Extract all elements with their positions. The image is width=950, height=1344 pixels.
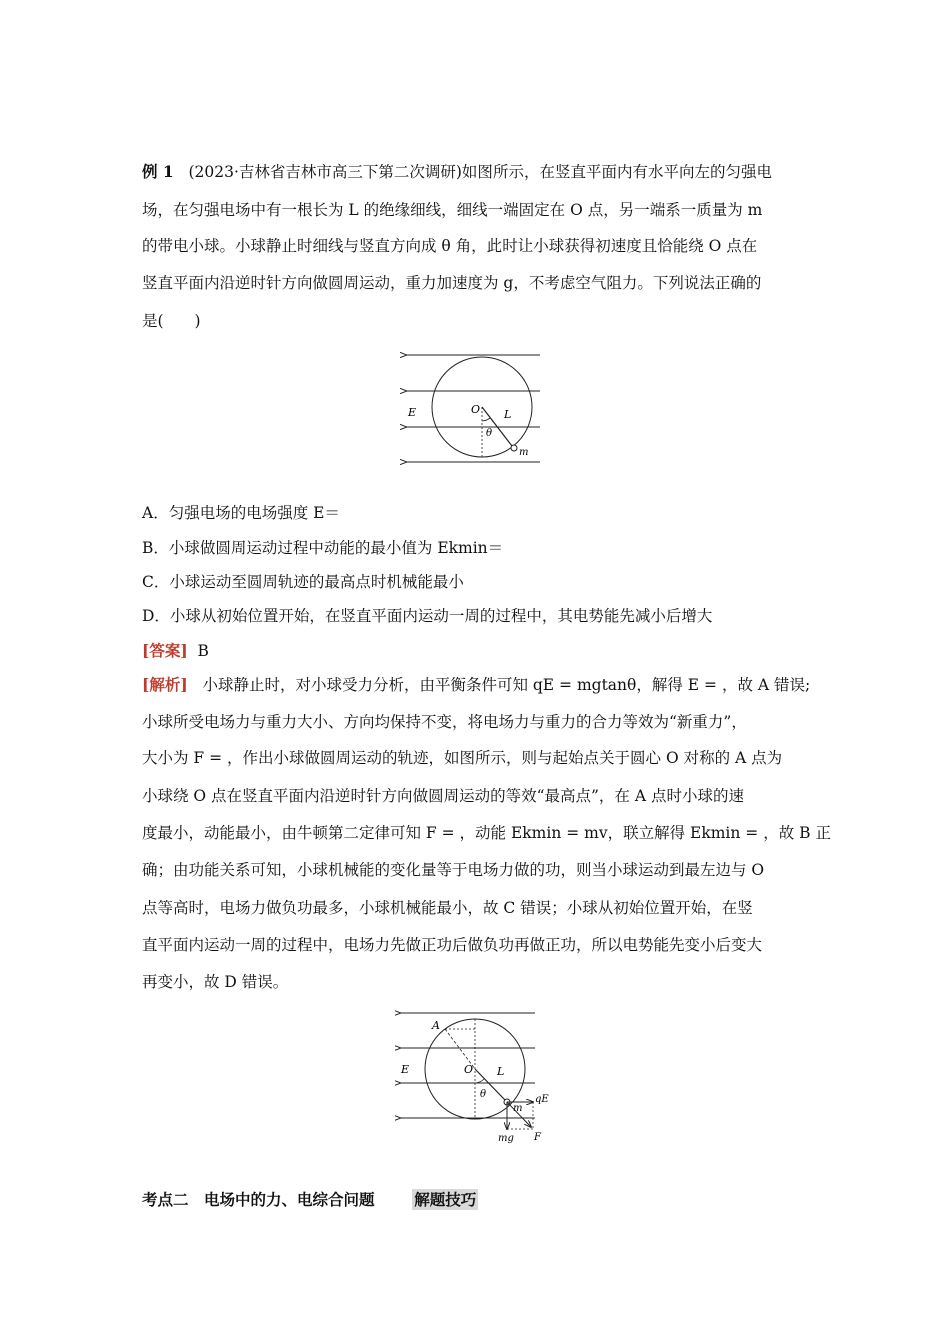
- analysis-line-5: 度最小，动能最小，由牛顿第二定律可知 F = ，动能 Ekmin = mv，联立解得 Ekmin = ，故 B 正: [142, 824, 831, 842]
- label-m: m: [513, 1103, 523, 1114]
- analysis-line-4: 小球绕 O 点在竖直平面内沿逆时针方向做圆周运动的等效“最高点”，在 A 点时小球的速: [142, 787, 744, 805]
- option-b: B．小球做圆周运动过程中动能的最小值为 Ekmin＝: [142, 539, 504, 557]
- label-A: A: [432, 1019, 440, 1032]
- analysis-text-1: 小球静止时，对小球受力分析，由平衡条件可知 qE = mgtanθ，解得 E = ，故 A 错误;: [202, 676, 811, 694]
- section-heading: [142, 1190, 478, 1210]
- label-theta: θ: [480, 1089, 487, 1100]
- analysis-line-6: 确；由功能关系可知，小球机械能的变化量等于电场力做的功，则当小球运动到最左边与 O: [142, 861, 765, 879]
- label-qE: qE: [535, 1094, 549, 1105]
- label-m: m: [519, 447, 529, 458]
- label-L: L: [497, 1065, 505, 1078]
- label-theta: θ: [486, 428, 493, 439]
- example-line-5: 是( ): [142, 312, 201, 330]
- analysis-line-7: 点等高时，电场力做负功最多，小球机械能最小，故 C 错误；小球从初始位置开始，在竖: [142, 899, 753, 917]
- section-tag: 解题技巧: [414, 1190, 477, 1209]
- label-O: O: [471, 403, 481, 416]
- analysis-label: [解析]: [142, 675, 188, 694]
- label-E: E: [401, 1063, 410, 1076]
- label-E: E: [408, 406, 417, 419]
- example-line-2: 场，在匀强电场中有一根长为 L 的绝缘细线，细线一端固定在 O 点，另一端系一质量为 m: [142, 201, 763, 219]
- analysis-line-3: 大小为 F = ，作出小球做圆周运动的轨迹，如图所示，则与起始点关于圆心 O 对称的 A 点为: [142, 749, 783, 767]
- section-title: 考点二 电场中的力、电综合问题: [142, 1190, 375, 1209]
- option-a: A．匀强电场的电场强度 E＝: [142, 504, 340, 522]
- example-line-3: 的带电小球。小球静止时细线与竖直方向成 θ 角，此时让小球获得初速度且恰能绕 O 点在: [142, 237, 758, 255]
- example-line-4: 竖直平面内沿逆时针方向做圆周运动，重力加速度为 g，不考虑空气阻力。下列说法正确的: [142, 274, 762, 292]
- analysis-line-1: [142, 675, 810, 695]
- figure-2-force-diagram: [395, 1005, 560, 1145]
- example-label: 例 1: [142, 162, 174, 181]
- answer-line: [142, 641, 209, 661]
- label-mg: mg: [498, 1133, 514, 1144]
- label-L: L: [504, 408, 512, 421]
- option-c: C．小球运动至圆周轨迹的最高点时机械能最小: [142, 573, 464, 591]
- analysis-line-9: 再变小，故 D 错误。: [142, 973, 289, 991]
- option-d: D．小球从初始位置开始，在竖直平面内运动一周的过程中，其电势能先减小后增大: [142, 607, 713, 625]
- answer-value: B: [197, 642, 209, 660]
- label-O: O: [464, 1063, 474, 1076]
- figure-1-field-circle: [400, 345, 545, 470]
- label-F: F: [534, 1132, 541, 1143]
- analysis-line-8: 直平面内运动一周的过程中，电场力先做正功后做负功再做正功，所以电势能先变小后变大: [142, 936, 763, 954]
- angle-arc: [482, 418, 490, 421]
- answer-label: [答案]: [142, 641, 188, 660]
- example-text-1: (2023·吉林省吉林市高三下第二次调研)如图所示，在竖直平面内有水平向左的匀强电: [188, 163, 772, 181]
- example-line-1: [142, 162, 772, 182]
- angle-arc: [475, 1079, 484, 1083]
- analysis-line-2: 小球所受电场力与重力大小、方向均保持不变，将电场力与重力的合力等效为“新重力”，: [142, 713, 747, 731]
- ball: [511, 445, 517, 451]
